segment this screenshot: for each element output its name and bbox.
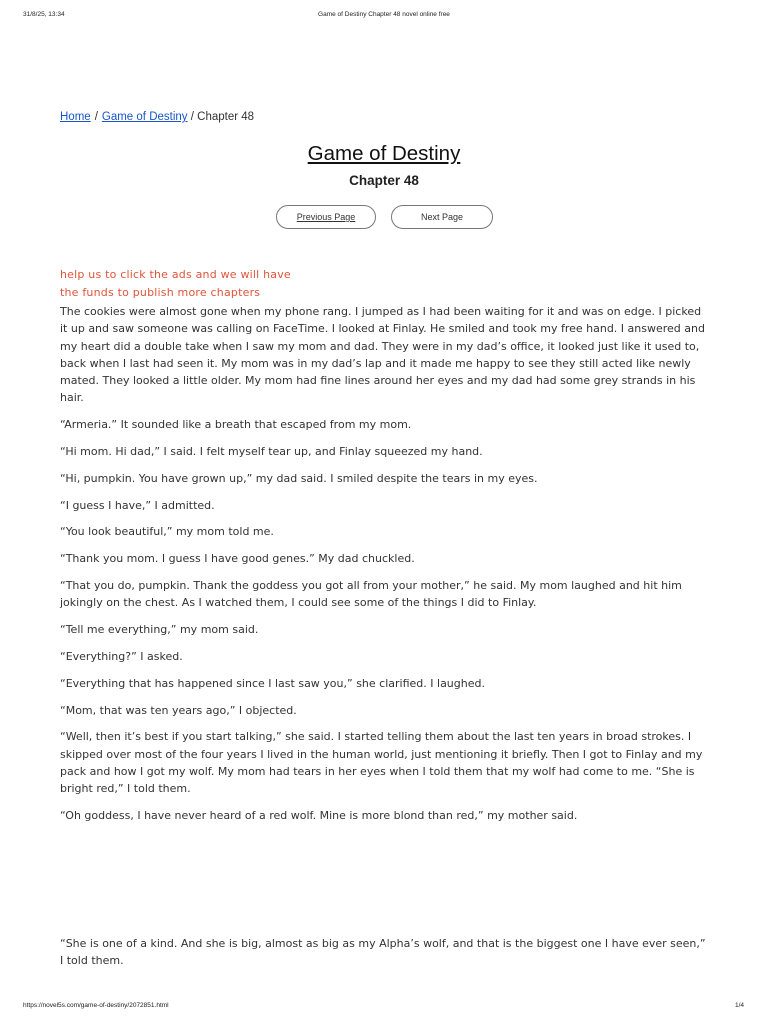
paragraph: “Oh goddess, I have never heard of a red wolf. Mine is more blond than red,” my mother said. — [60, 809, 578, 823]
print-page-number: 1/4 — [734, 1002, 744, 1009]
print-footer — [0, 1002, 768, 1014]
paragraph: “She is one of a kind. And she is big, almost as big as my Alpha’s wolf, and that is the biggest one I have ever seen,” I told them. — [60, 937, 706, 968]
novel-title[interactable]: Game of Destiny — [307, 142, 461, 165]
ad-support-note — [60, 266, 291, 302]
breadcrumb-current: / Chapter 48 — [190, 111, 255, 123]
paragraph: “You look beautiful,” my mom told me. — [60, 525, 274, 539]
paragraph: “Hi mom. Hi dad,” I said. I felt myself tear up, and Finlay squeezed my hand. — [60, 445, 483, 459]
breadcrumb-separator: / — [94, 111, 98, 123]
breadcrumb — [60, 111, 254, 123]
paragraph: “Thank you mom. I guess I have good genes.” My dad chuckled. — [60, 552, 415, 566]
ad-note-line: help us to click the ads and we will have — [60, 268, 291, 281]
ad-note-line: the funds to publish more chapters — [60, 286, 261, 299]
paragraph: “Mom, that was ten years ago,” I objected. — [60, 703, 297, 717]
breadcrumb-novel-link[interactable]: Game of Destiny — [101, 111, 188, 123]
print-date: 31/8/25, 13:34 — [23, 11, 65, 18]
chapter-title: Chapter 48 — [349, 173, 419, 188]
paragraph: “Tell me everything,” my mom said. — [60, 623, 259, 637]
previous-page-button[interactable]: Previous Page — [276, 205, 376, 229]
paragraph: “That you do, pumpkin. Thank the goddess you got all from your mother,” he said. My mom laughed and hit him jokingly on the chest. As I watched them, I could see some of the things I did to Finlay. — [60, 579, 682, 610]
print-header — [0, 11, 768, 23]
next-page-button[interactable]: Next Page — [391, 205, 493, 229]
paragraph: “Everything that has happened since I last saw you,” she clarified. I laughed. — [60, 676, 485, 690]
paragraph: “Well, then it’s best if you start talking,” she said. I started telling them about the last ten years in broad strokes. I skipped over most of the four years I lived in the human world, just mentioning it briefly. Then I got to Finlay and my pack and how I got my wolf. My mom had tears in her eyes when I told them that my wolf had come to me. “She is bright red,” I told them. — [60, 730, 703, 796]
paragraph: “Everything?” I asked. — [60, 649, 183, 663]
paragraph: “Armeria.” It sounded like a breath that escaped from my mom. — [60, 418, 412, 432]
print-page-title: Game of Destiny Chapter 48 novel online free — [318, 11, 450, 18]
paragraph: The cookies were almost gone when my phone rang. I jumped as I had been waiting for it and was on edge. I picked it up and saw someone was calling on FaceTime. I looked at Finlay. He smiled and took my free hand. I answered and my heart did a double take when I saw my mom and dad. They were in my dad’s office, it looked just like it used to, back when I last had seen it. My mom was in my dad’s lap and it made me happy to see they still acted like newly mated. They looked a little older. My mom had fine lines around her eyes and my dad had some grey strands in his hair. — [60, 305, 705, 405]
paragraph: “I guess I have,” I admitted. — [60, 498, 215, 512]
paragraph: “Hi, pumpkin. You have grown up,” my dad said. I smiled despite the tears in my eyes. — [60, 471, 538, 485]
chapter-content-continued — [60, 935, 710, 970]
chapter-content — [60, 303, 710, 834]
breadcrumb-home-link[interactable]: Home — [60, 111, 91, 123]
print-url: https://novel5s.com/game-of-destiny/2072851.html — [23, 1002, 169, 1009]
